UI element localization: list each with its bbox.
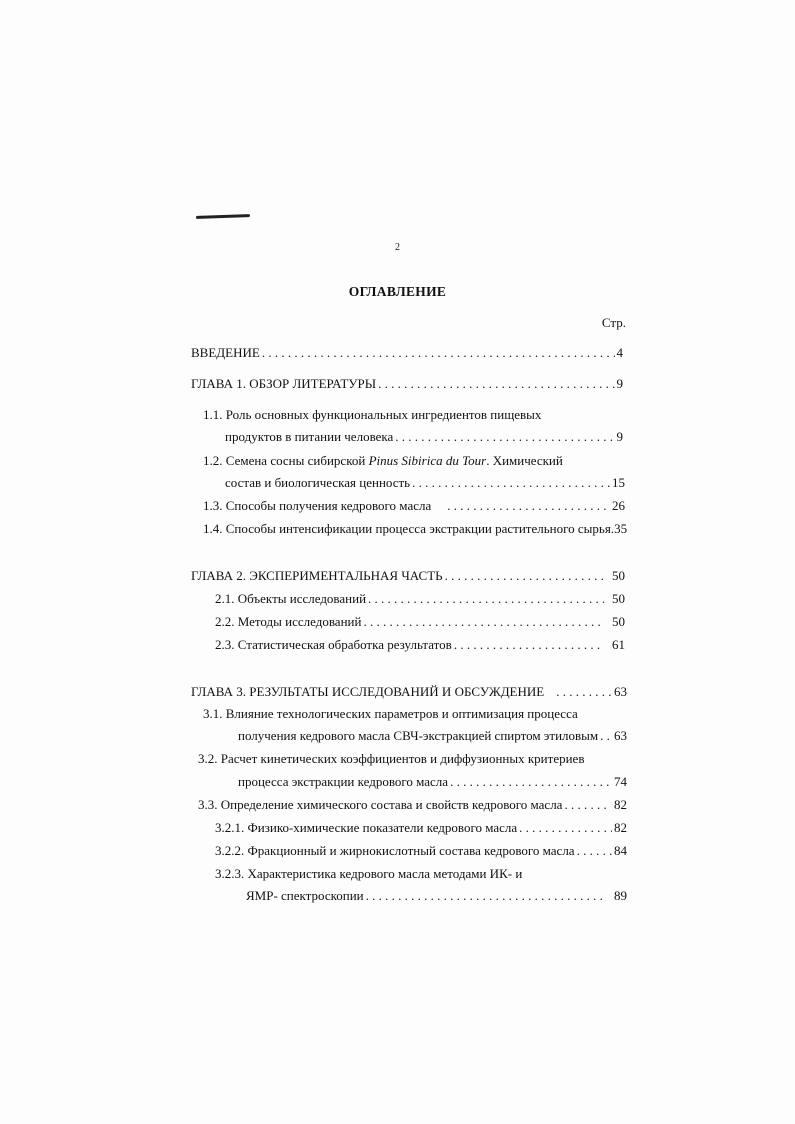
toc-entry-text: процесса экстракции кедрового масла (238, 774, 449, 789)
toc-entry-text: 1.2. Семена сосны сибирской (203, 453, 369, 468)
toc-dot-leader (366, 888, 604, 904)
toc-dot-leader (454, 637, 604, 653)
toc-entry-text: . Химический (486, 453, 563, 468)
toc-entry-text: 2.2. Методы исследований (215, 614, 362, 629)
toc-entry-3-2-3-line1: 3.2.3. Характеристика кедрового масла методами ИК- и (215, 866, 523, 881)
toc-entry-text: ВВЕДЕНИЕ (191, 345, 260, 360)
toc-entry-2-2[interactable] (215, 614, 625, 630)
toc-entry-text: 3.2.2. Фракционный и жирнокислотный состава кедрового масла (215, 843, 575, 858)
toc-entry-text: 2.3. Статистическая обработка результатов (215, 637, 452, 652)
toc-entry-3-2[interactable] (238, 774, 627, 790)
toc-dot-leader (556, 684, 612, 700)
toc-entry-1-1[interactable] (225, 429, 623, 445)
toc-entry-page: 84 (614, 843, 627, 858)
toc-entry-3-2-2[interactable] (215, 843, 627, 859)
toc-entry-page: 50 (612, 614, 625, 629)
toc-entry-text: 2.1. Объекты исследований (215, 591, 367, 606)
toc-entry-text: ЯМР- спектроскопии (246, 888, 364, 903)
toc-entry-2-1[interactable] (215, 591, 625, 607)
toc-entry-chapter-1[interactable] (191, 376, 623, 392)
toc-entry-text: 1.3. Способы получения кедрового масла (203, 498, 432, 513)
toc-entry-text: 3.2.1. Физико-химические показатели кедрового масла (215, 820, 518, 835)
toc-entry-page: 61 (612, 637, 625, 652)
toc-dot-leader (450, 774, 612, 790)
toc-entry-3-1[interactable] (238, 728, 627, 744)
toc-entry-page: 9 (616, 376, 623, 391)
toc-dot-leader (378, 376, 614, 392)
toc-entry-text: 1.4. Способы интенсификации процесса экстракции растительного сырья. (203, 521, 615, 536)
toc-dot-leader (447, 498, 610, 514)
toc-entry-text: ГЛАВА 3. РЕЗУЛЬТАТЫ ИССЛЕДОВАНИЙ И ОБСУЖДЕНИЕ (191, 684, 545, 699)
page-column-header: Стр. (601, 315, 626, 330)
toc-dot-leader (564, 797, 608, 813)
toc-entry-text: получения кедрового масла СВЧ-экстракцией спиртом этиловым (238, 728, 599, 743)
toc-entry-page: 89 (614, 888, 627, 903)
toc-dot-leader (519, 820, 612, 836)
toc-entry-text: ГЛАВА 2. ЭКСПЕРИМЕНТАЛЬНАЯ ЧАСТЬ (191, 568, 443, 583)
toc-entry-chapter-3[interactable] (191, 684, 627, 700)
toc-entry-text: состав и биологическая ценность (225, 475, 411, 490)
toc-entry-1-4[interactable] (203, 521, 627, 537)
toc-dot-leader (445, 568, 604, 584)
toc-entry-page: 9 (616, 429, 623, 444)
toc-entry-page: 82 (614, 820, 627, 835)
page-number: 2 (395, 242, 400, 253)
toc-entry-page: 4 (616, 345, 623, 360)
toc-dot-leader (577, 843, 612, 859)
toc-dot-leader (395, 429, 614, 445)
scan-artifact (196, 214, 250, 219)
toc-entry-text: 3.3. Определение химического состава и свойств кедрового масла (198, 797, 563, 812)
toc-dot-leader (262, 345, 615, 361)
toc-entry-1-2-line1 (203, 453, 563, 469)
toc-entry-1-3[interactable] (203, 498, 625, 514)
toc-entry-latin-name: Pinus Sibirica du Tour (368, 453, 487, 468)
toc-entry-3-2-1[interactable] (215, 820, 627, 836)
toc-entry-1-2[interactable] (225, 475, 625, 491)
toc-entry-3-2-line1: 3.2. Расчет кинетических коэффициентов и диффузионных критериев (198, 751, 585, 766)
toc-entry-page: 63 (614, 728, 627, 743)
toc-entry-page: 50 (612, 591, 625, 606)
toc-entry-3-1-line1: 3.1. Влияние технологических параметров и оптимизация процесса (203, 706, 578, 721)
toc-entry-intro[interactable] (191, 345, 623, 361)
toc-entry-page: 50 (612, 568, 625, 583)
toc-entry-page: 74 (614, 774, 627, 789)
toc-dot-leader (363, 614, 604, 630)
toc-entry-page: 26 (612, 498, 625, 513)
toc-entry-2-3[interactable] (215, 637, 625, 653)
toc-entry-page: 63 (614, 684, 627, 699)
toc-entry-1-1-line1: 1.1. Роль основных функциональных ингредиентов пищевых (203, 407, 542, 422)
toc-entry-chapter-2[interactable] (191, 568, 625, 584)
toc-dot-leader (412, 475, 610, 491)
toc-dot-leader (600, 728, 612, 744)
toc-entry-page: 35 (614, 521, 628, 536)
toc-entry-page: 15 (612, 475, 625, 490)
toc-entry-3-3[interactable] (198, 797, 627, 813)
toc-entry-text: ГЛАВА 1. ОБЗОР ЛИТЕРАТУРЫ (191, 376, 377, 391)
toc-entry-text: продуктов в питании человека (225, 429, 394, 444)
page-title: ОГЛАВЛЕНИЕ (348, 284, 447, 299)
toc-entry-page: 82 (614, 797, 627, 812)
toc-entry-3-2-3[interactable] (246, 888, 627, 904)
toc-dot-leader (368, 591, 604, 607)
